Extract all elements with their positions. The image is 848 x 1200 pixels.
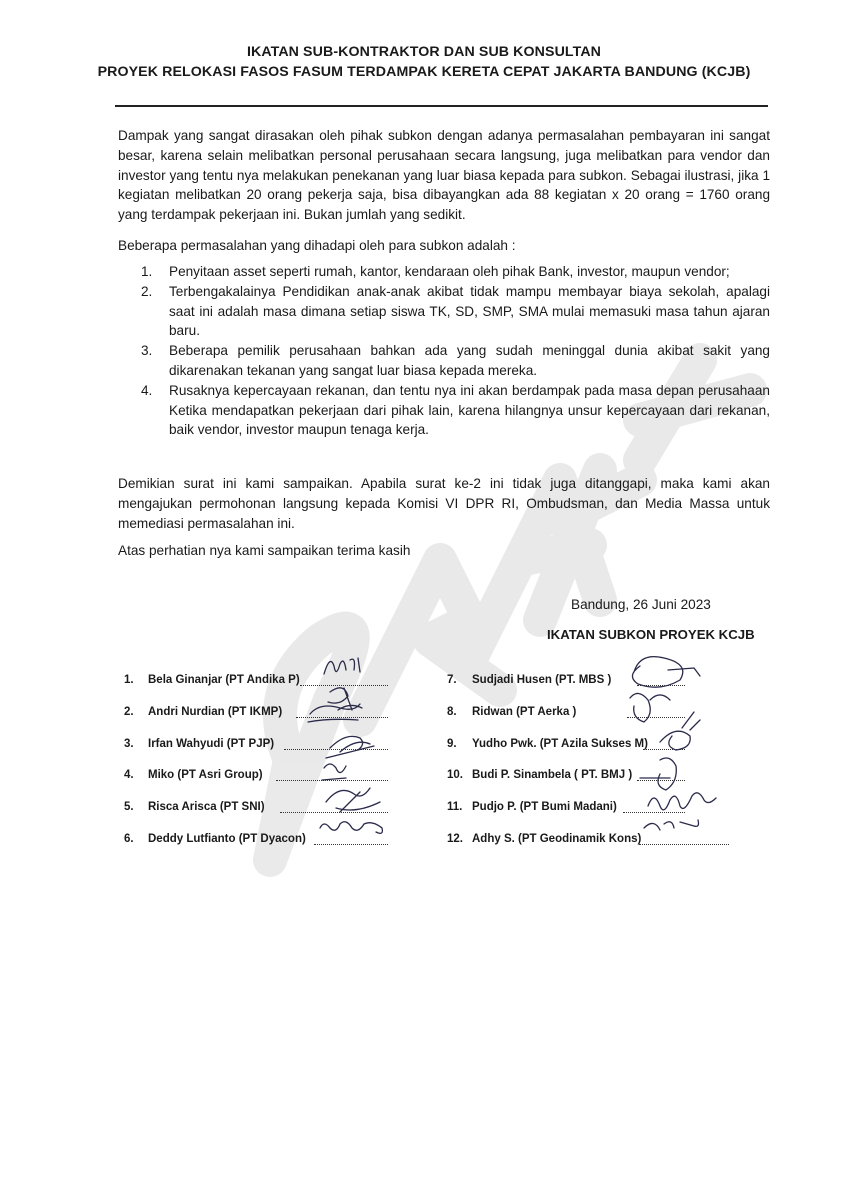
signatory-number: 2. xyxy=(124,706,134,718)
signatory-row xyxy=(447,833,747,851)
signatory-name: Sudjadi Husen (PT. MBS ) xyxy=(472,674,612,686)
list-item-text: Penyitaan asset seperti rumah, kantor, kendaraan oleh pihak Bank, investor, maupun vendor; xyxy=(169,264,730,279)
signatory-row xyxy=(124,674,424,692)
signatory-number: 4. xyxy=(124,769,134,781)
paragraph-impact: Dampak yang sangat dirasakan oleh pihak subkon dengan adanya permasalahan pembayaran ini sangat besar, karena selain melibatkan personal perusahaan secara langsung, juga melibatkan para vendor dan investor yang tentu nya melakukan penekanan yang luar biasa kepada para subkon. Sebagai ilustrasi, jika 1 kegiatan melibatkan 20 orang pekerja saja, bisa dibayangkan ada 88 kegiatan x 20 orang = 1760 orang yang terdampak pekerjaan ini. Bukan jumlah yang sedikit. xyxy=(118,128,770,223)
signature-line xyxy=(637,685,685,686)
signatory-row xyxy=(124,833,424,851)
signature-line xyxy=(639,844,729,845)
signatory-row xyxy=(124,769,424,787)
signature-line xyxy=(296,717,388,718)
signature-line xyxy=(300,685,388,686)
signatory-number: 3. xyxy=(124,738,134,750)
header-divider xyxy=(115,105,768,107)
signature-line xyxy=(280,812,388,813)
signatory-name: Budi P. Sinambela ( PT. BMJ ) xyxy=(472,769,633,781)
signing-organization: IKATAN SUBKON PROYEK KCJB xyxy=(547,627,755,642)
list-item xyxy=(118,381,770,440)
signatory-name: Risca Arisca (PT SNI) xyxy=(148,801,265,813)
signature-line xyxy=(643,749,685,750)
signatory-number: 9. xyxy=(447,738,457,750)
signatory-row xyxy=(124,738,424,756)
signatory-number: 8. xyxy=(447,706,457,718)
signatory-number: 1. xyxy=(124,674,134,686)
signatory-row xyxy=(124,801,424,819)
signatory-row xyxy=(447,674,747,692)
header-line-2: PROYEK RELOKASI FASOS FASUM TERDAMPAK KERETA CEPAT JAKARTA BANDUNG (KCJB) xyxy=(97,64,751,80)
letter-header xyxy=(0,42,848,82)
signatory-number: 12. xyxy=(447,833,463,845)
signature-line xyxy=(627,717,685,718)
signatory-number: 10. xyxy=(447,769,463,781)
list-item xyxy=(118,282,770,341)
signatory-number: 5. xyxy=(124,801,134,813)
list-item-number: 3. xyxy=(141,343,153,359)
signatory-row xyxy=(124,706,424,724)
list-item-text: Terbengakalainya Pendidikan anak-anak akibat tidak mampu membayar biaya sekolah, apalagi saat ini adalah masa dimana setiap siswa TK, SD, SMP, SMA mulai memasuki masa tahun ajaran baru. xyxy=(169,283,770,339)
letter-date: Bandung, 26 Juni 2023 xyxy=(571,597,711,612)
list-item-number: 2. xyxy=(141,283,153,299)
list-item-number: 4. xyxy=(141,382,153,398)
list-item-text: Rusaknya kepercayaan rekanan, dan tentu nya ini akan berdampak pada masa depan perusahaan Ketika mendapatkan pekerjaan dari pihak lain, karena hilangnya unsur kepercayaan dari rekanan, baik vendor, investor maupun tenaga kerja. xyxy=(169,382,770,438)
signatory-name: Pudjo P. (PT Bumi Madani) xyxy=(472,801,617,813)
signatory-name: Deddy Lutfianto (PT Dyacon) xyxy=(148,833,306,845)
signatory-name: Bela Ginanjar (PT Andika P) xyxy=(148,674,300,686)
signatory-row xyxy=(447,738,747,756)
signature-line xyxy=(314,844,388,845)
signatory-name: Irfan Wahyudi (PT PJP) xyxy=(148,738,275,750)
signatory-name: Ridwan (PT Aerka ) xyxy=(472,706,577,718)
list-item-text: Beberapa pemilik perusahaan bahkan ada yang sudah meninggal dunia akibat sakit yang dikarenakan tekanan yang sangat luar biasa kepada mereka. xyxy=(169,343,770,378)
signatory-name: Adhy S. (PT Geodinamik Kons) xyxy=(472,833,642,845)
signature-line xyxy=(623,812,685,813)
signatory-name: Yudho Pwk. (PT Azila Sukses M) xyxy=(472,738,648,750)
signatory-number: 6. xyxy=(124,833,134,845)
problems-list xyxy=(118,262,770,440)
list-item xyxy=(118,262,770,282)
signatory-name: Miko (PT Asri Group) xyxy=(148,769,263,781)
list-item-number: 1. xyxy=(141,264,153,279)
signatory-name: Andri Nurdian (PT IKMP) xyxy=(148,706,283,718)
header-line-1: IKATAN SUB-KONTRAKTOR DAN SUB KONSULTAN xyxy=(246,44,602,60)
signature-line xyxy=(276,780,388,781)
paragraph-closing: Demikian surat ini kami sampaikan. Apabila surat ke-2 ini tidak juga ditanggapi, maka kami akan mengajukan permohonan langsung kepada Komisi VI DPR RI, Ombudsman, dan Media Massa untuk memediasi permasalahan ini. xyxy=(118,476,770,531)
paragraph-thanks: Atas perhatian nya kami sampaikan terima kasih xyxy=(118,543,411,558)
list-item xyxy=(118,341,770,381)
signature-line xyxy=(637,780,685,781)
signatory-number: 11. xyxy=(447,801,463,813)
paragraph-problems-intro: Beberapa permasalahan yang dihadapi oleh para subkon adalah : xyxy=(118,238,516,253)
signatory-row xyxy=(447,706,747,724)
signatory-row xyxy=(447,801,747,819)
signature-line xyxy=(284,749,388,750)
signatory-number: 7. xyxy=(447,674,457,686)
signatory-row xyxy=(447,769,747,787)
